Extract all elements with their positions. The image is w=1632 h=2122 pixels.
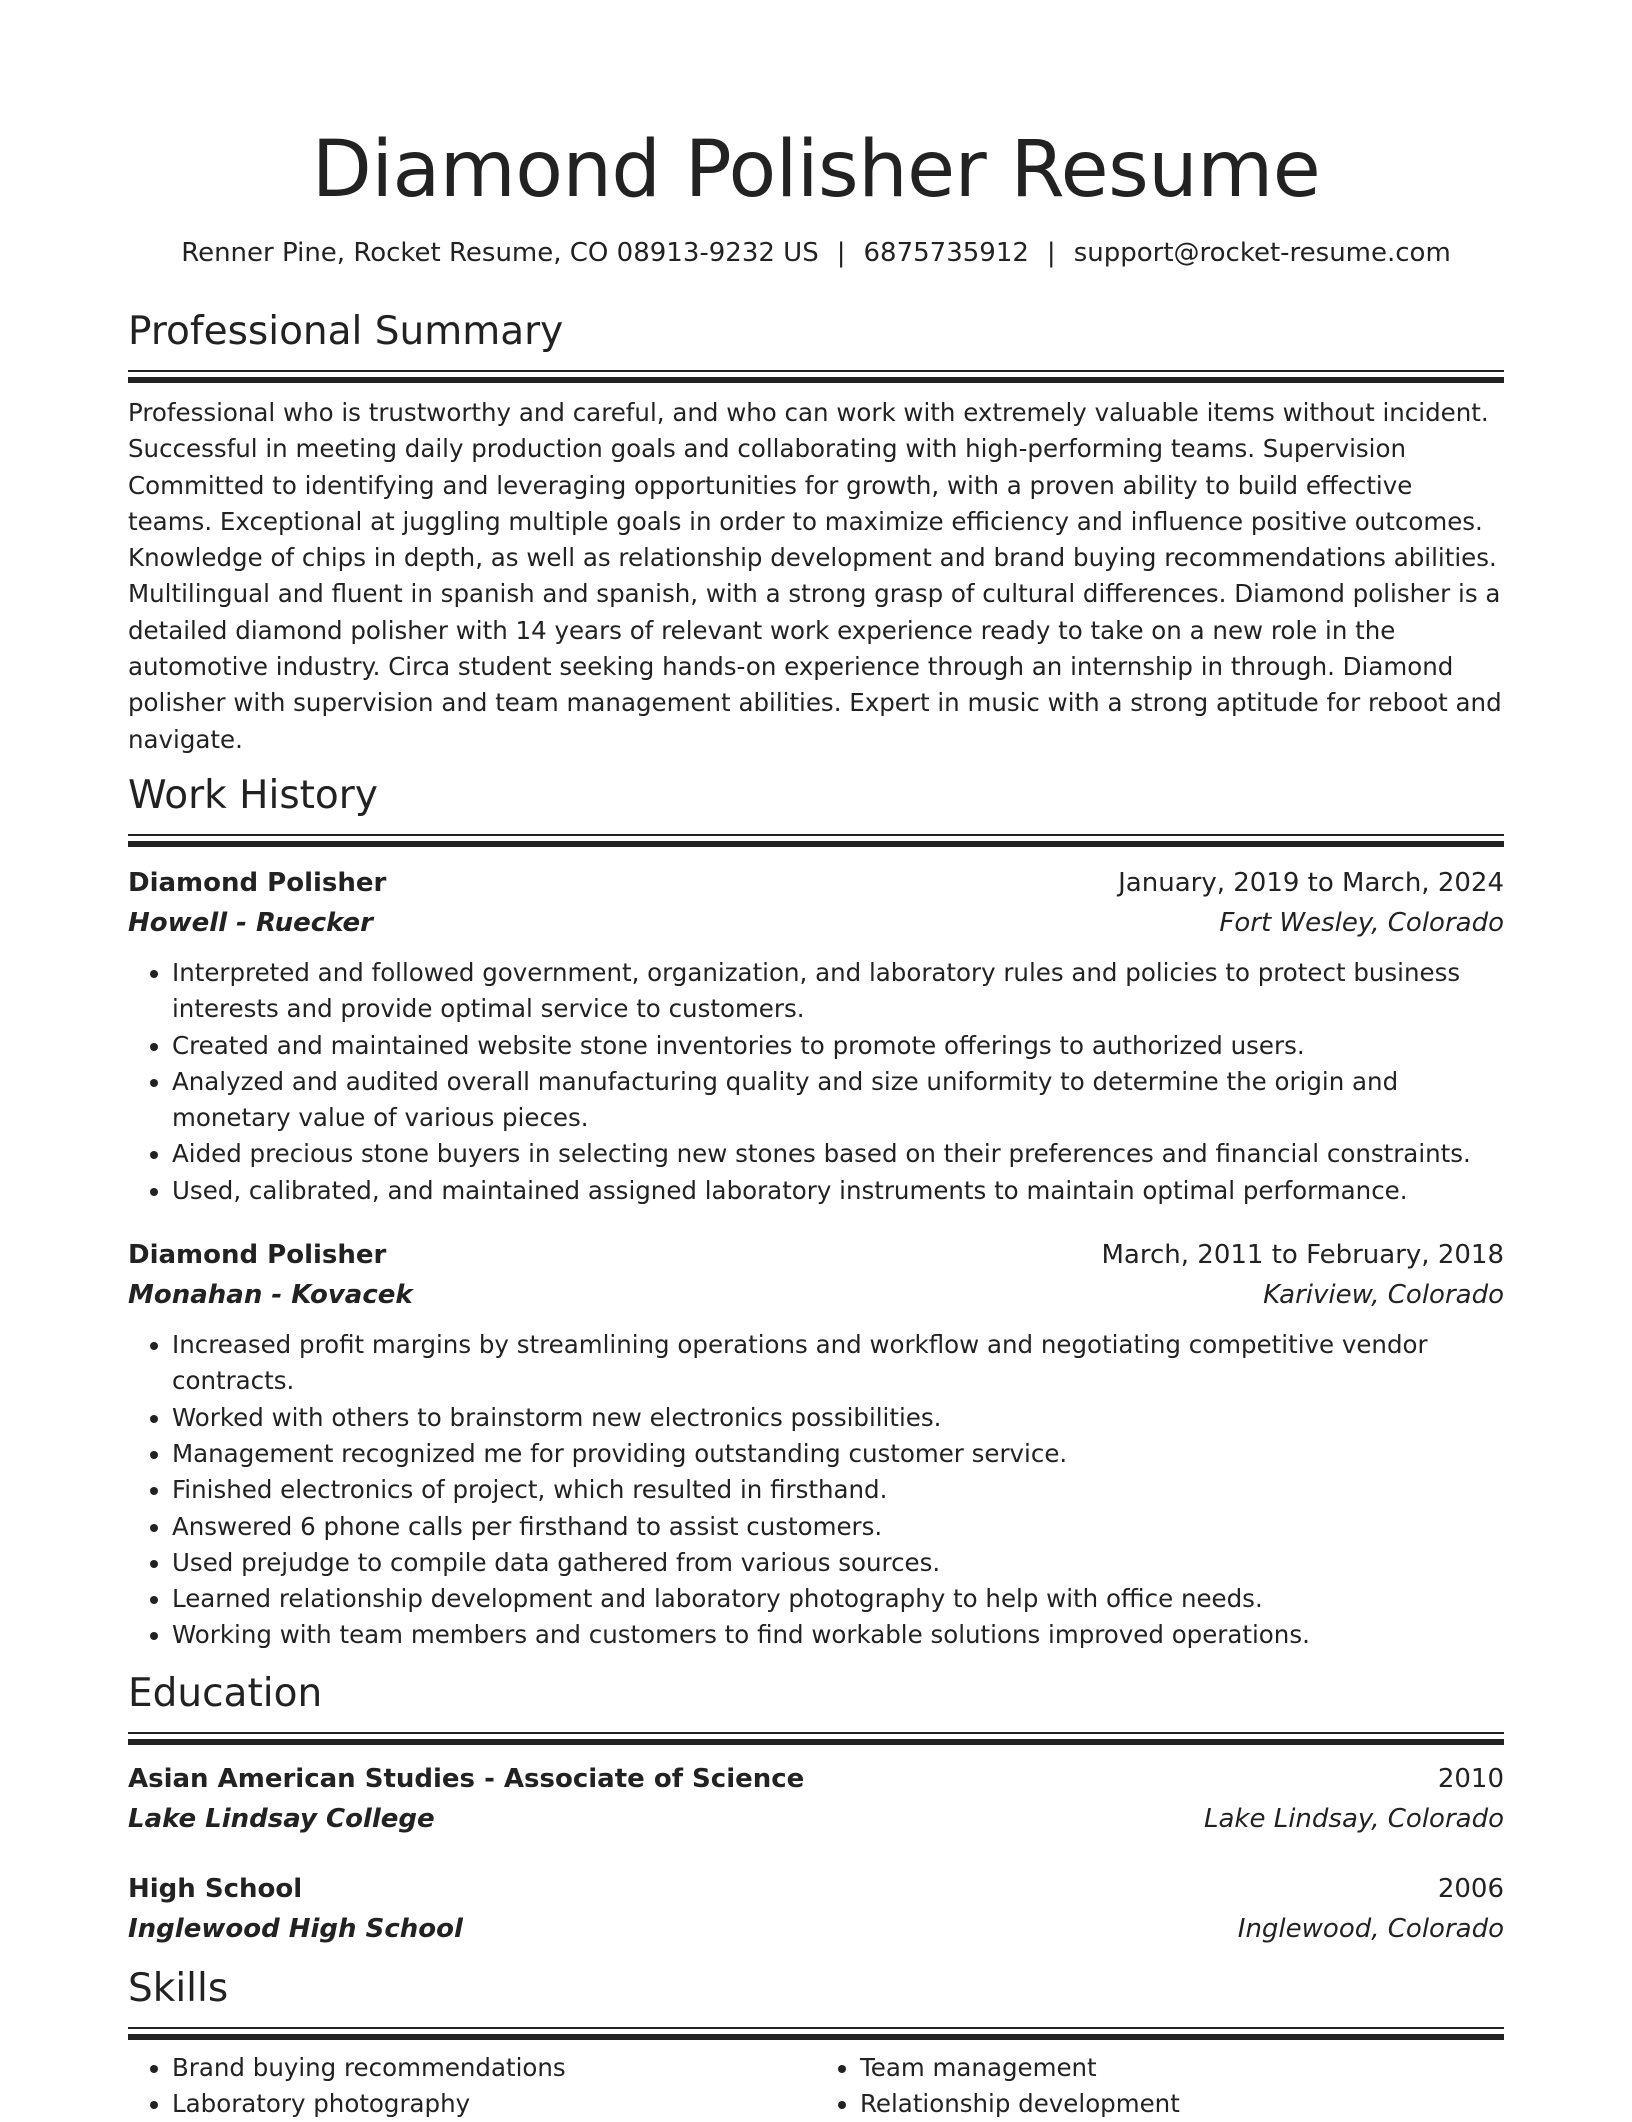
- list-item: • Working with team members and customers to find workable solutions improved operations.: [172, 1617, 1504, 1653]
- education-degree: Asian American Studies - Associate of Science: [128, 1763, 805, 1794]
- skill-item: • Laboratory photography: [172, 2086, 816, 2122]
- job-dates: March, 2011 to February, 2018: [1101, 1240, 1504, 1271]
- section-divider: [128, 1732, 1504, 1745]
- skill-item: • Team management: [860, 2050, 1504, 2086]
- list-item: • Finished electronics of project, which resulted in firsthand.: [172, 1472, 1504, 1508]
- skill-item: • Brand buying recommendations: [172, 2050, 816, 2086]
- education-location: Lake Lindsay, Colorado: [1203, 1803, 1504, 1834]
- skills-heading: Skills: [128, 1965, 229, 2011]
- job-location: Fort Wesley, Colorado: [1219, 907, 1504, 938]
- education-entry: [128, 1759, 1504, 1839]
- education-section: [128, 1670, 1504, 1949]
- job-bullets: [128, 1327, 1504, 1654]
- list-item: • Created and maintained website stone inventories to promote offerings to authorized users.: [172, 1028, 1504, 1064]
- job-entry: [128, 1235, 1504, 1654]
- education-year: 2006: [1437, 1873, 1504, 1904]
- skills-columns: [128, 2050, 1504, 2122]
- education-school: Lake Lindsay College: [128, 1803, 435, 1834]
- work-history-heading: Work History: [128, 772, 378, 818]
- list-item: • Worked with others to brainstorm new electronics possibilities.: [172, 1400, 1504, 1436]
- list-item: • Interpreted and followed government, organization, and laboratory rules and policies to protect business interests and provide optimal service to customers.: [172, 955, 1504, 1028]
- contact-phone: 6875735912: [863, 238, 1029, 268]
- skills-list-left: [128, 2050, 816, 2122]
- contact-line: [128, 236, 1504, 270]
- list-item: • Used prejudge to compile data gathered from various sources.: [172, 1545, 1504, 1581]
- job-title: Diamond Polisher: [128, 1240, 387, 1271]
- contact-email: support@rocket-resume.com: [1073, 238, 1451, 268]
- education-entry: [128, 1869, 1504, 1949]
- skills-list-right: [816, 2050, 1504, 2122]
- job-title: Diamond Polisher: [128, 867, 387, 898]
- job-entry: [128, 863, 1504, 1209]
- skills-section: [128, 1965, 1504, 2122]
- summary-heading: Professional Summary: [128, 309, 564, 354]
- list-item: • Learned relationship development and laboratory photography to help with office needs.: [172, 1581, 1504, 1617]
- education-heading: Education: [128, 1670, 323, 1716]
- list-item: • Answered 6 phone calls per firsthand to assist customers.: [172, 1509, 1504, 1545]
- education-location: Inglewood, Colorado: [1237, 1913, 1504, 1944]
- list-item: • Management recognized me for providing outstanding customer service.: [172, 1436, 1504, 1472]
- job-bullets: [128, 955, 1504, 1209]
- education-year: 2010: [1437, 1763, 1504, 1794]
- list-item: • Increased profit margins by streamlining operations and workflow and negotiating competitive vendor contracts.: [172, 1327, 1504, 1400]
- section-divider: [128, 2027, 1504, 2040]
- contact-separator: |: [836, 238, 846, 268]
- summary-section: [128, 308, 1504, 758]
- list-item: • Analyzed and audited overall manufacturing quality and size uniformity to determine the origin and monetary value of various pieces.: [172, 1064, 1504, 1137]
- section-divider: [128, 834, 1504, 847]
- list-item: • Aided precious stone buyers in selecting new stones based on their preferences and financial constraints.: [172, 1136, 1504, 1172]
- education-degree: High School: [128, 1873, 303, 1904]
- summary-text: Professional who is trustworthy and careful, and who can work with extremely valuable items without incident. Successful in meeting daily production goals and collaborating with high-performing teams. Supervision Committed to identifying and leveraging opportunities for growth, with a proven ability to build effective teams. Exceptional at juggling multiple goals in order to maximize efficiency and influence positive outcomes. Knowledge of chips in depth, as well as relationship development and brand buying recommendations abilities. Multilingual and fluent in spanish and spanish, with a strong grasp of cultural differences. Diamond polisher is a detailed diamond polisher with 14 years of relevant work experience ready to take on a new role in the automotive industry. Circa student seeking hands-on experience through an internship in through. Diamond polisher with supervision and team management abilities. Expert in music with a strong aptitude for reboot and navigate.: [128, 398, 1502, 754]
- work-history-section: [128, 772, 1504, 1654]
- contact-separator: |: [1046, 238, 1056, 268]
- job-company: Monahan - Kovacek: [128, 1280, 413, 1311]
- contact-address: Renner Pine, Rocket Resume, CO 08913-9232 US: [181, 238, 819, 268]
- skill-item: • Relationship development: [860, 2086, 1504, 2122]
- job-company: Howell - Ruecker: [128, 907, 373, 938]
- resume-title: Diamond Polisher Resume: [311, 125, 1321, 215]
- section-divider: [128, 370, 1504, 383]
- job-location: Kariview, Colorado: [1263, 1280, 1504, 1311]
- job-dates: January, 2019 to March, 2024: [1118, 867, 1504, 898]
- list-item: • Used, calibrated, and maintained assigned laboratory instruments to maintain optimal performance.: [172, 1173, 1504, 1209]
- education-school: Inglewood High School: [128, 1913, 463, 1944]
